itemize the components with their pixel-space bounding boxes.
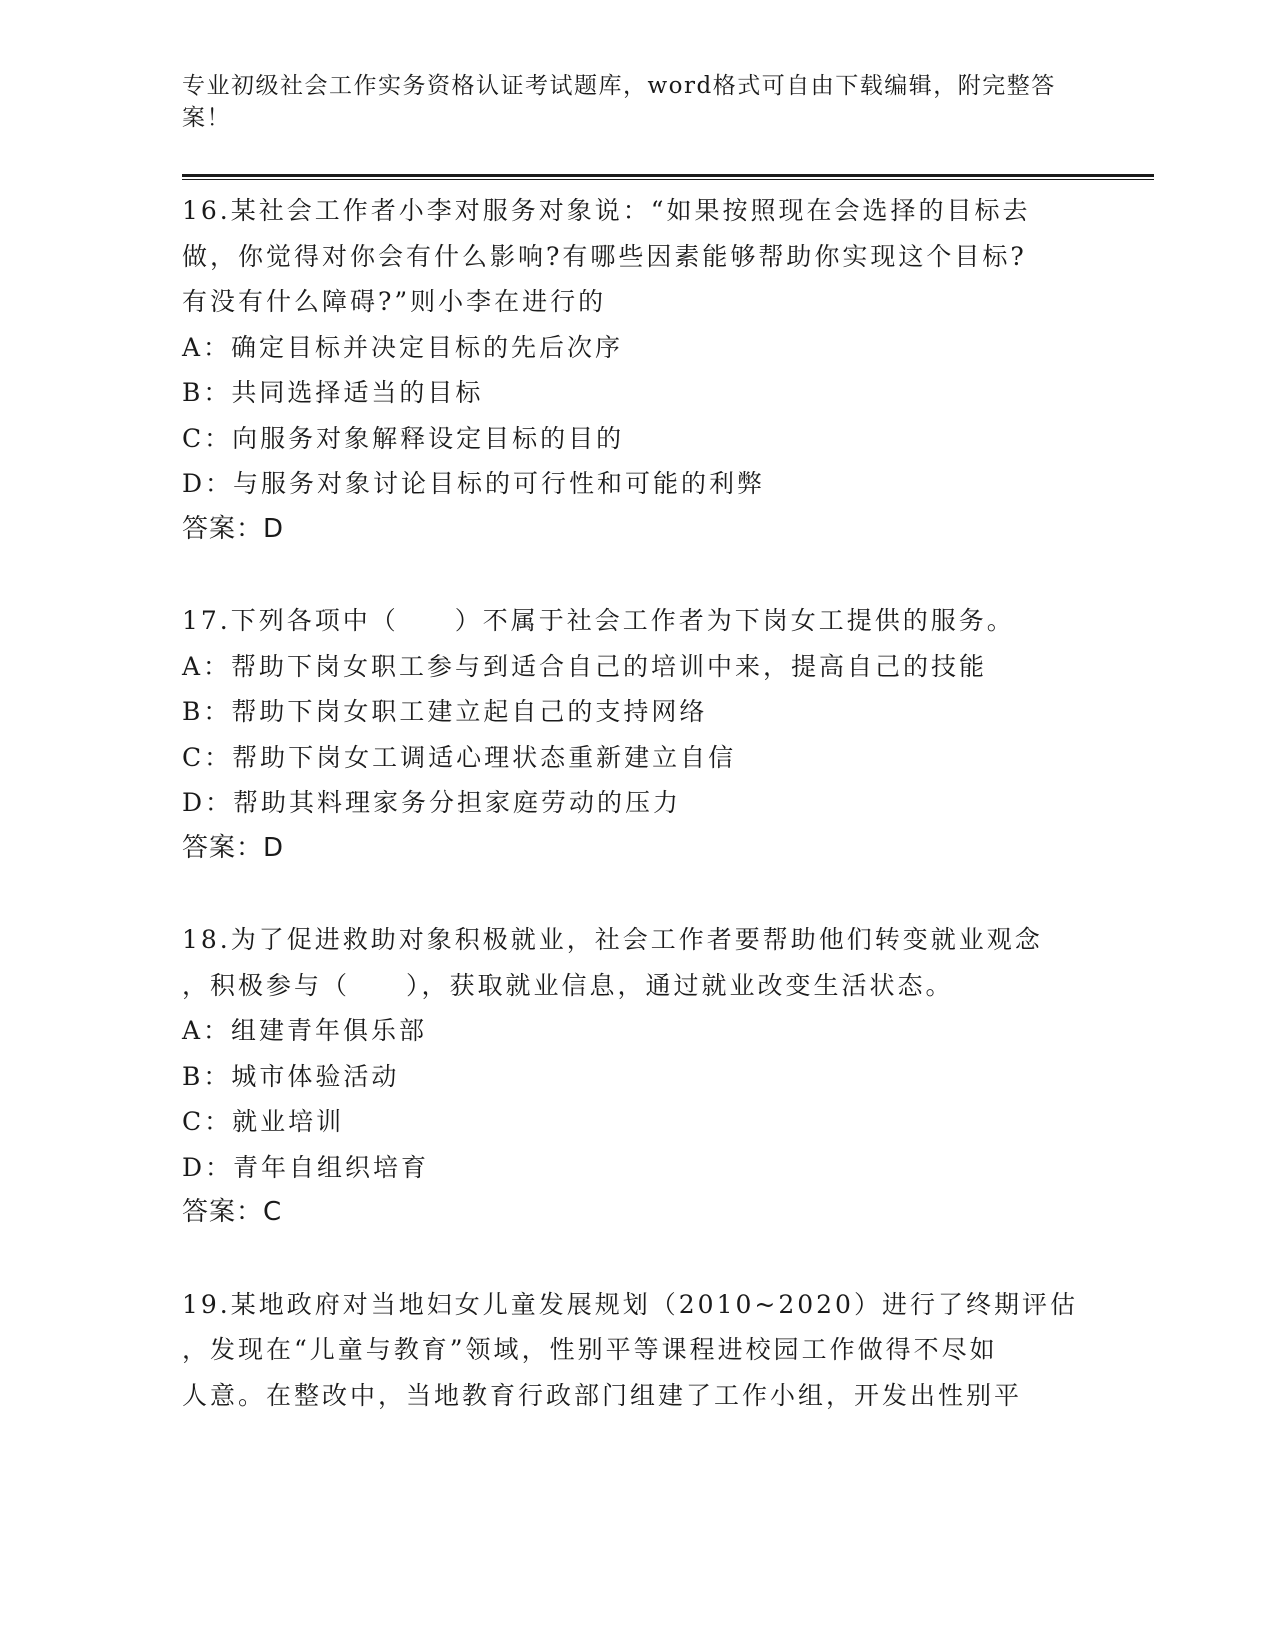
option-a: A：确定目标并决定目标的先后次序 (182, 332, 624, 362)
header-divider-thin (182, 179, 1154, 180)
option-a: A：组建青年俱乐部 (182, 1016, 428, 1045)
document-header (182, 70, 1062, 134)
question-text: 人意。在整改中，当地教育行政部门组建了工作小组，开发出性别平 (182, 1380, 1023, 1410)
option-d: D：青年自组织培育 (182, 1152, 430, 1182)
option-c: C：向服务对象解释设定目标的目的 (182, 423, 625, 453)
question-text: 19.某地政府对当地妇女儿童发展规划（2010~2020）进行了终期评估 (182, 1289, 1078, 1319)
question-list (182, 188, 1082, 1464)
option-c: C：帮助下岗女工调适心理状态重新建立自信 (182, 742, 737, 772)
answer-key: 答案：D (182, 832, 285, 863)
answer-key: 答案：D (182, 513, 285, 544)
answer-key: 答案：C (182, 1197, 283, 1227)
header-line-2: 案！ (182, 105, 231, 131)
question-text: 17.下列各项中（ ）不属于社会工作者为下岗女工提供的服务。 (182, 606, 1015, 635)
header-line-1: 专业初级社会工作实务资格认证考试题库，word格式可自由下载编辑，附完整答 (182, 73, 1056, 99)
header-divider-thick (182, 174, 1154, 177)
question-text: 有没有什么障碍?”则小李在进行的 (182, 287, 607, 316)
option-d: D：与服务对象讨论目标的可行性和可能的利弊 (182, 469, 766, 498)
option-c: C：就业培训 (182, 1107, 345, 1136)
question-text: 18.为了促进救助对象积极就业，社会工作者要帮助他们转变就业观念 (182, 925, 1043, 954)
option-d: D：帮助其料理家务分担家庭劳动的压力 (182, 788, 682, 817)
option-b: B：帮助下岗女职工建立起自己的支持网络 (182, 697, 708, 726)
question-text: ，积极参与（ ），获取就业信息，通过就业改变生活状态。 (182, 970, 954, 1000)
option-b: B：城市体验活动 (182, 1061, 400, 1091)
question-17 (182, 598, 1082, 871)
option-a: A：帮助下岗女职工参与到适合自己的培训中来，提高自己的技能 (182, 651, 988, 681)
question-text: 16.某社会工作者小李对服务对象说：“如果按照现在会选择的目标去 (182, 196, 1031, 225)
question-16 (182, 188, 1082, 552)
option-b: B：共同选择适当的目标 (182, 378, 484, 407)
question-text: ，发现在“儿童与教育”领域，性别平等课程进校园工作做得不尽如 (182, 1335, 998, 1364)
question-18 (182, 917, 1082, 1236)
question-19 (182, 1282, 1082, 1419)
question-text: 做，你觉得对你会有什么影响?有哪些因素能够帮助你实现这个目标? (182, 241, 1027, 271)
